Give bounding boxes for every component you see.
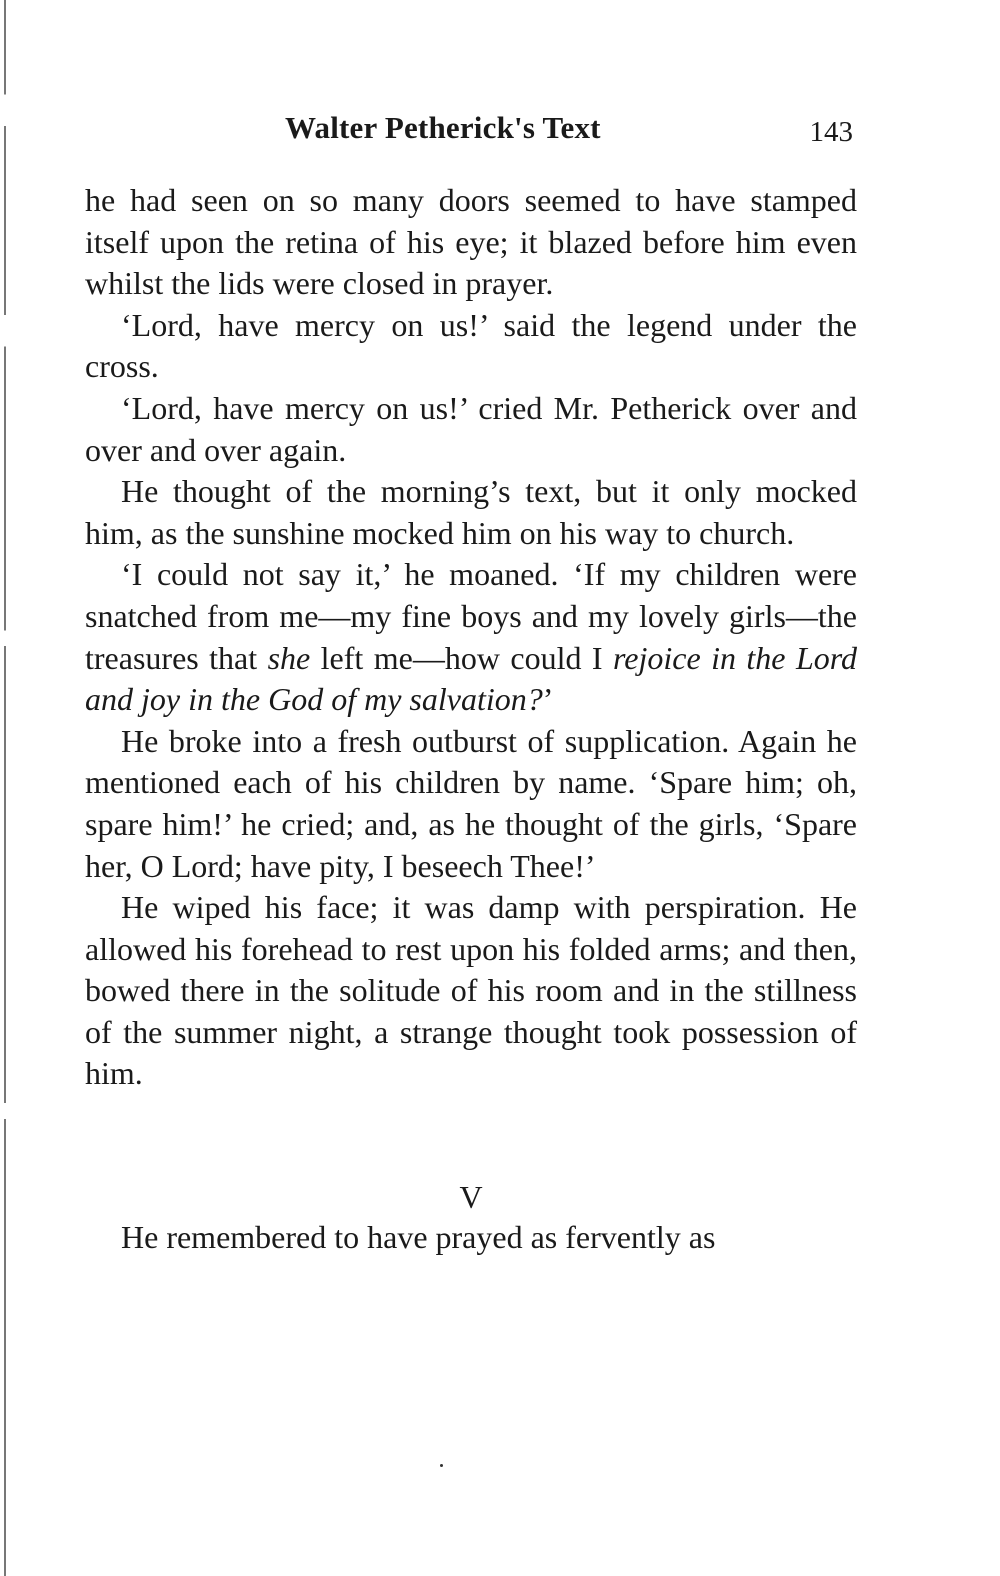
page-header <box>85 110 857 160</box>
print-speck <box>440 1464 443 1467</box>
paragraph-5-italic-quote: rejoice in the Lord and joy in the God of my salvation? <box>85 639 858 718</box>
paragraph-5-part-2: left me—how could I <box>310 639 613 676</box>
page-edge-line <box>4 0 6 1576</box>
paragraph-7: He wiped his face; it was damp with perspiration. He allowed his forehead to rest upon his folded arms; and then, bowed there in the solitude of his room and in the stillness of the summer night, a strange thought took possession of him. <box>85 889 857 1092</box>
paragraph-4: He thought of the morning’s text, but it only mocked him, as the sunshine mocked him on his way to church. <box>85 473 857 551</box>
paragraph-3: ‘Lord, have mercy on us!’ cried Mr. Petherick over and over and over again. <box>85 389 857 468</box>
page-number: 143 <box>809 116 853 148</box>
paragraph-5 <box>85 554 857 720</box>
running-title: Walter Petherick's Text <box>285 110 601 145</box>
paragraph-1: he had seen on so many doors seemed to have stamped itself upon the retina of his eye; it blazed before him even whilst the lids were closed in prayer. <box>85 182 857 302</box>
paragraph-5-part-1: ‘I could not say it,’ he moaned. ‘If my children were snatched from me—my fine boys and my lovely girls—the treasures that <box>85 556 857 676</box>
paragraph-6: He broke into a fresh outburst of supplication. Again he mentioned each of his children by name. ‘Spare him; oh, spare him!’ he cried; and, as he thought of the girls, ‘Spare her, O Lord; have pity, I beseech Thee!’ <box>85 722 857 884</box>
book-page <box>85 110 857 1259</box>
body-text <box>85 180 857 1259</box>
paragraph-5-italic-she: she <box>267 639 311 676</box>
section-heading: V <box>459 1179 483 1216</box>
paragraph-8: He remembered to have prayed as fervently as <box>121 1219 716 1256</box>
paragraph-2: ‘Lord, have mercy on us!’ said the legend under the cross. <box>85 306 857 385</box>
paragraph-5-part-3: ’ <box>542 681 554 718</box>
